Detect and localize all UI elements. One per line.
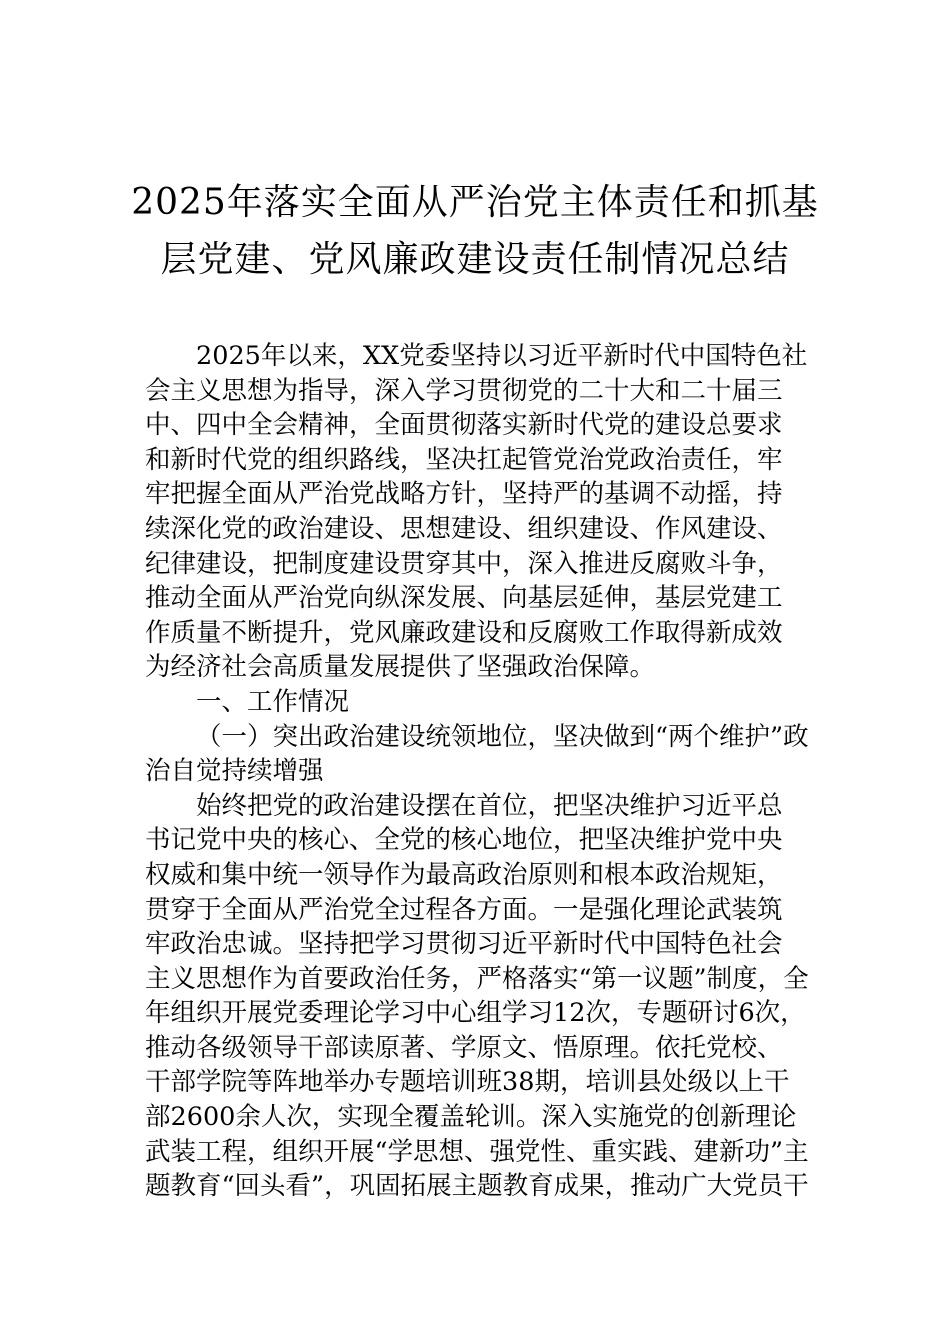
subsection-heading: 治自觉持续增强 (145, 756, 324, 787)
body-line: 书记党中央的核心、全党的核心地位，把坚决维护党中央 (145, 825, 783, 856)
body-line: 推动各级领导干部读原著、学原文、悟原理。依托党校、 (145, 1032, 783, 1063)
body-line: 权威和集中统一领导作为最高政治原则和根本政治规矩， (145, 859, 783, 890)
title-line: 层党建、党风廉政建设责任制情况总结 (160, 239, 790, 280)
body-line: 始终把党的政治建设摆在首位，把坚决维护习近平总 (196, 790, 783, 821)
body-line: 武装工程，组织开展“学思想、强党性、重实践、建新功”主 (145, 1136, 809, 1167)
subsection-heading: （一）突出政治建设统领地位，坚决做到“两个维护”政 (196, 721, 809, 752)
body-line: 年组织开展党委理论学习中心组学习12次，专题研讨6次， (145, 998, 806, 1029)
body-line: 贯穿于全面从严治党全过程各方面。一是强化理论武装筑 (145, 894, 783, 925)
body-line: 部2600余人次，实现全覆盖轮训。深入实施党的创新理论 (145, 1102, 797, 1133)
body-line: 为经济社会高质量发展提供了坚强政治保障。 (145, 652, 656, 683)
body-line: 牢把握全面从严治党战略方针，坚持严的基调不动摇，持 (145, 479, 783, 510)
body-line: 推动全面从严治党向纵深发展、向基层延伸，基层党建工 (145, 583, 783, 614)
body-line: 纪律建设，把制度建设贯穿其中，深入推进反腐败斗争， (145, 548, 783, 579)
body-line: 作质量不断提升，党风廉政建设和反腐败工作取得新成效 (145, 617, 783, 648)
title-line: 2025年落实全面从严治党主体责任和抓基 (131, 182, 819, 223)
body-line: 和新时代党的组织路线，坚决扛起管党治党政治责任，牢 (145, 444, 783, 475)
body-line: 干部学院等阵地举办专题培训班38期，培训县处级以上干 (145, 1067, 790, 1098)
body-line: 牢政治忠诚。坚持把学习贯彻习近平新时代中国特色社会 (145, 929, 783, 960)
body-line: 主义思想作为首要政治任务，严格落实“第一议题”制度，全 (145, 963, 809, 994)
body-line: 中、四中全会精神，全面贯彻落实新时代党的建设总要求 (145, 410, 783, 441)
body-line: 2025年以来，XX党委坚持以习近平新时代中国特色社 (196, 341, 808, 371)
body-line: 会主义思想为指导，深入学习贯彻党的二十大和二十届三 (145, 375, 783, 406)
body-line: 题教育“回头看”，巩固拓展主题教育成果，推动广大党员干 (145, 1171, 809, 1202)
document-title (130, 174, 820, 288)
body-line: 续深化党的政治建设、思想建设、组织建设、作风建设、 (145, 513, 783, 544)
section-heading: 一、工作情况 (196, 686, 350, 717)
document-body (145, 339, 835, 1204)
